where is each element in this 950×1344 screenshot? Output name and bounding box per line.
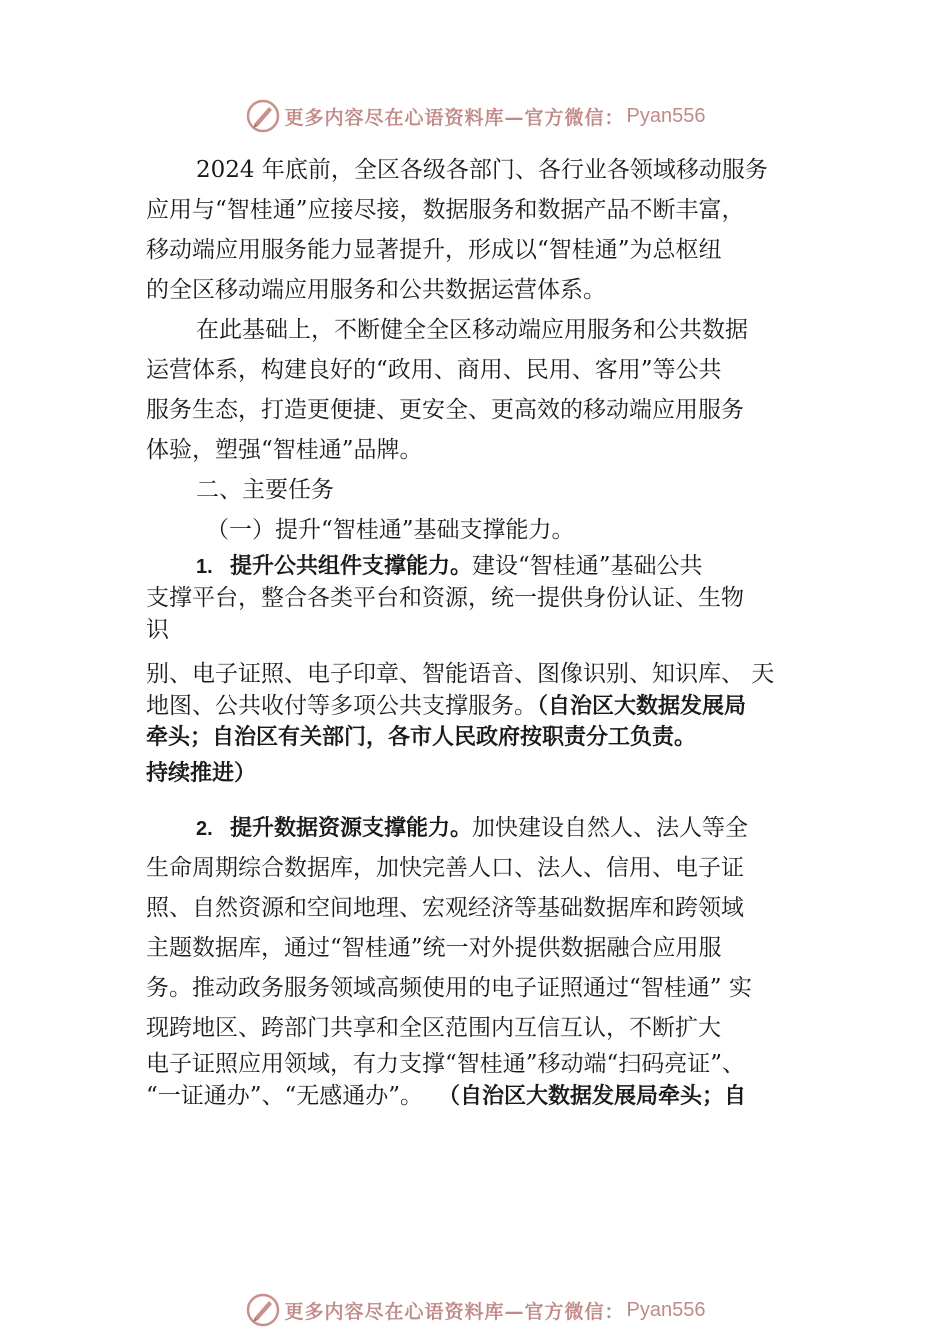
task-item-2 xyxy=(146,808,826,1112)
text-line: 别、电子证照、电子印章、智能语音、图像识别、知识库、 天 xyxy=(146,661,775,687)
section-heading: 二、主要任务 xyxy=(196,477,334,503)
text-line: 识 xyxy=(146,617,169,643)
text-span: 加快建设自然人、法人等全 xyxy=(472,815,749,841)
text-line: 照、自然资源和空间地理、宏观经济等基础数据库和跨领域 xyxy=(146,895,744,921)
responsible-text: 牵头；自治区有关部门，各市人民政府按职责分工负责。 xyxy=(146,725,697,750)
item-title: 提升公共组件支撑能力。 xyxy=(230,554,473,579)
text-line: 2024 年底前，全区各级各部门、各行业各领域移动服务 xyxy=(196,157,768,183)
text-line: 应用与“智桂通”应接尽接，数据服务和数据产品不断丰富， xyxy=(146,197,745,223)
text-line: 服务生态，打造更便捷、更安全、更高效的移动端应用服务 xyxy=(146,397,744,423)
text-line: 现跨地区、跨部门共享和全区范围内互信互认，不断扩大 xyxy=(146,1015,721,1041)
item-title: 提升数据资源支撑能力。 xyxy=(230,816,473,841)
document-body xyxy=(146,150,826,1112)
header-watermark xyxy=(0,96,950,136)
paragraph-goal xyxy=(146,150,826,310)
text-line: 在此基础上，不断健全全区移动端应用服务和公共数据 xyxy=(196,317,748,343)
subsection-heading: （一）提升“智桂通”基础支撑能力。 xyxy=(206,517,575,543)
responsible-text: （自治区大数据发展局 xyxy=(537,694,747,719)
text-line: 的全区移动端应用服务和公共数据运营体系。 xyxy=(146,277,606,303)
responsible-text: （自治区大数据发展局牵头；自 xyxy=(449,1084,747,1109)
text-span: “一证通办”、“无感通办”。 xyxy=(146,1083,424,1109)
text-line: 运营体系，构建良好的“政用、商用、民用、客用”等公共 xyxy=(146,357,722,383)
text-span: 地图、公共收付等多项公共支撑服务。 xyxy=(146,693,537,719)
text-line: 支撑平台，整合各类平台和资源，统一提供身份认证、生物 xyxy=(146,585,744,611)
text-line: 体验，塑强“智桂通”品牌。 xyxy=(146,437,423,463)
pen-logo-icon xyxy=(245,98,281,134)
watermark-text: 更多内容尽在心语资料库—官方微信： xyxy=(284,1300,625,1323)
text-line: 电子证照应用领域，有力支撑“智桂通”移动端“扫码亮证”、 xyxy=(146,1051,746,1077)
text-line: 主题数据库，通过“智桂通”统一对外提供数据融合应用服 xyxy=(146,935,722,961)
text-line: 移动端应用服务能力显著提升，形成以“智桂通”为总枢纽 xyxy=(146,237,722,263)
item-number: 2. xyxy=(196,818,213,840)
text-span: 建设“智桂通”基础公共 xyxy=(472,553,703,579)
task-item-1 xyxy=(146,550,826,794)
footer-watermark xyxy=(0,1290,950,1330)
responsible-text: 持续推进） xyxy=(146,761,257,786)
pen-logo-icon xyxy=(245,1292,281,1328)
watermark-account: Pyan556 xyxy=(626,104,706,127)
watermark-account: Pyan556 xyxy=(626,1298,706,1321)
text-line: 务。推动政务服务领域高频使用的电子证照通过“智桂通” 实 xyxy=(146,975,752,1001)
watermark-text: 更多内容尽在心语资料库—官方微信： xyxy=(284,106,625,129)
paragraph-foundation xyxy=(146,310,826,470)
item-number: 1. xyxy=(196,556,213,578)
text-line: 生命周期综合数据库，加快完善人口、法人、信用、电子证 xyxy=(146,855,744,881)
